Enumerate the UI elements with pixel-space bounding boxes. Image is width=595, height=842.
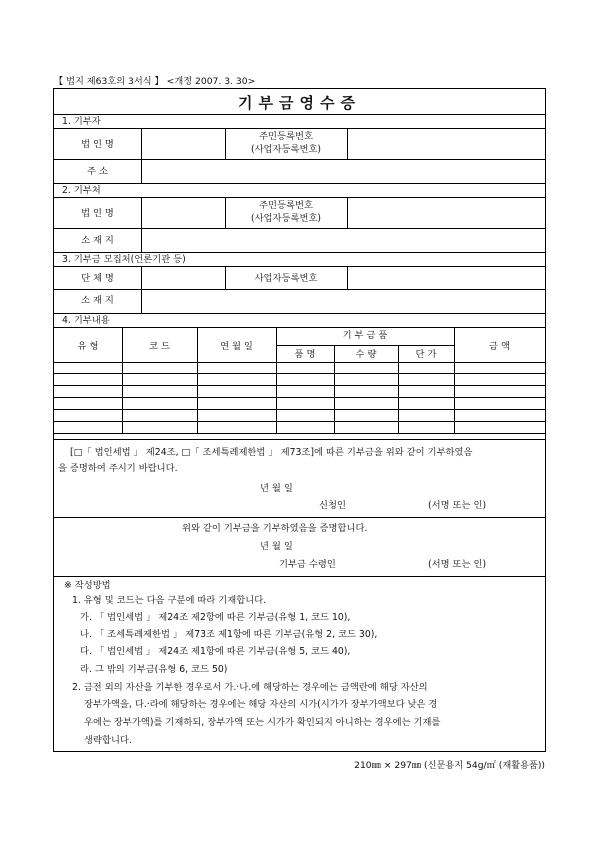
instruction-item-2-line-2: 장부가액을, 다.·라에 해당하는 경우에는 해당 자산의 시가(시가가 장부가액보다 낮은 경 <box>84 699 438 710</box>
revision-date: <개정 2007. 3. 30> <box>166 76 256 87</box>
instruction-item-ga: 가. 「 법인세법 」 제24조 제2항에 따른 기부금(유형 1, 코드 10), <box>80 612 351 623</box>
table-row[interactable] <box>54 398 545 409</box>
recipient-signer-label: 기부금 수령인 <box>279 559 336 570</box>
section-donor-heading: 1. 기부자 <box>62 116 101 127</box>
table-row[interactable] <box>54 422 545 433</box>
collector-biz-no-field[interactable] <box>348 267 544 289</box>
declaration-date: 년 월 일 <box>260 483 293 494</box>
col-type-header: 유 형 <box>77 341 99 352</box>
recipient-corp-name-field[interactable] <box>142 198 224 228</box>
col-qty-header: 수 량 <box>355 349 377 360</box>
donor-corp-name-label: 법 인 명 <box>81 139 114 150</box>
declaration-line-2: 을 증명하여 주시기 바랍니다. <box>58 463 178 474</box>
applicant-signature-label: (서명 또는 인) <box>428 500 487 511</box>
section-collector-heading: 3. 기부금 모집처(언론기관 등) <box>62 254 186 265</box>
donor-id-field[interactable] <box>348 129 544 159</box>
instruction-item-1: 1. 유형 및 코드는 다음 구분에 따라 기재합니다. <box>72 595 267 606</box>
form-number: 【 법지 제63호의 3서식 】 <box>54 76 164 87</box>
collector-org-name-field[interactable] <box>142 267 224 289</box>
donor-id-label: 주민등록번호 <box>259 131 313 142</box>
applicant-label: 신청인 <box>319 500 346 511</box>
collector-location-label: 소 재 지 <box>81 295 114 306</box>
instruction-item-2-line-4: 생략합니다. <box>84 735 132 746</box>
section-donation-details-heading: 4. 기부내용 <box>62 315 110 326</box>
instructions-heading: ※ 작성방법 <box>64 580 111 591</box>
donor-address-field[interactable] <box>142 160 544 183</box>
recipient-id-label: 주민등록번호 <box>259 200 313 211</box>
instruction-item-2-line-1: 2. 금전 외의 자산을 기부한 경우로서 가.·나.에 해당하는 경우에는 금액란에 해당 자산의 <box>72 682 428 693</box>
page-title: 기부금영수증 <box>238 94 361 112</box>
instruction-item-ra: 라. 그 밖의 기부금(유형 6, 코드 50) <box>80 664 228 675</box>
col-amount-header: 금 액 <box>489 341 510 352</box>
donor-biz-id-label: (사업자등록번호) <box>250 144 322 155</box>
donor-address-label: 주 소 <box>87 166 108 177</box>
donation-receipt-form <box>53 88 546 752</box>
col-unit-price-header: 단 가 <box>415 349 437 360</box>
col-item-header: 품 명 <box>294 349 316 360</box>
collector-biz-no-label: 사업자등록번호 <box>254 273 318 284</box>
paper-spec: 210㎜ × 297㎜ (신문용지 54g/㎡ (재활용품)) <box>354 760 545 771</box>
col-code-header: 코 드 <box>149 341 170 352</box>
col-goods-header: 기 부 금 품 <box>342 330 388 341</box>
recipient-signature-label: (서명 또는 인) <box>428 559 487 570</box>
recipient-id-field[interactable] <box>348 198 544 228</box>
collector-location-field[interactable] <box>142 290 544 312</box>
table-row[interactable] <box>54 410 545 421</box>
instruction-item-2-line-3: 우에는 장부가액)를 기재하되, 장부가액 또는 시가가 확인되지 아니하는 경우에는 기재를 <box>84 717 441 728</box>
instruction-item-na: 나. 「 조세특례제한법 」 제73조 제1항에 따른 기부금(유형 2, 코드 30), <box>80 629 378 640</box>
collector-org-name-label: 단 체 명 <box>81 273 114 284</box>
certification-date: 년 월 일 <box>260 541 293 552</box>
instruction-item-da: 다. 「 법인세법 」 제24조 제1항에 따른 기부금(유형 5, 코드 40), <box>80 646 351 657</box>
col-date-header: 연 월 일 <box>220 341 253 352</box>
declaration-line-1: [□「 법인세법 」 제24조, □「 조세특례제한법 」 제73조]에 따른 기부금을 위와 같이 기부하였음 <box>70 447 473 458</box>
section-recipient-heading: 2. 기부처 <box>62 185 101 196</box>
table-row[interactable] <box>54 374 545 385</box>
recipient-biz-id-label: (사업자등록번호) <box>250 213 322 224</box>
recipient-location-label: 소 재 지 <box>81 235 114 246</box>
certification-line-1: 위와 같이 기부금을 기부하였음을 증명합니다. <box>182 523 368 534</box>
table-row[interactable] <box>54 363 545 374</box>
table-row[interactable] <box>54 386 545 397</box>
form-reference <box>54 73 255 87</box>
donor-corp-name-field[interactable] <box>142 129 224 159</box>
recipient-corp-name-label: 법 인 명 <box>81 208 114 219</box>
recipient-location-field[interactable] <box>142 229 544 252</box>
